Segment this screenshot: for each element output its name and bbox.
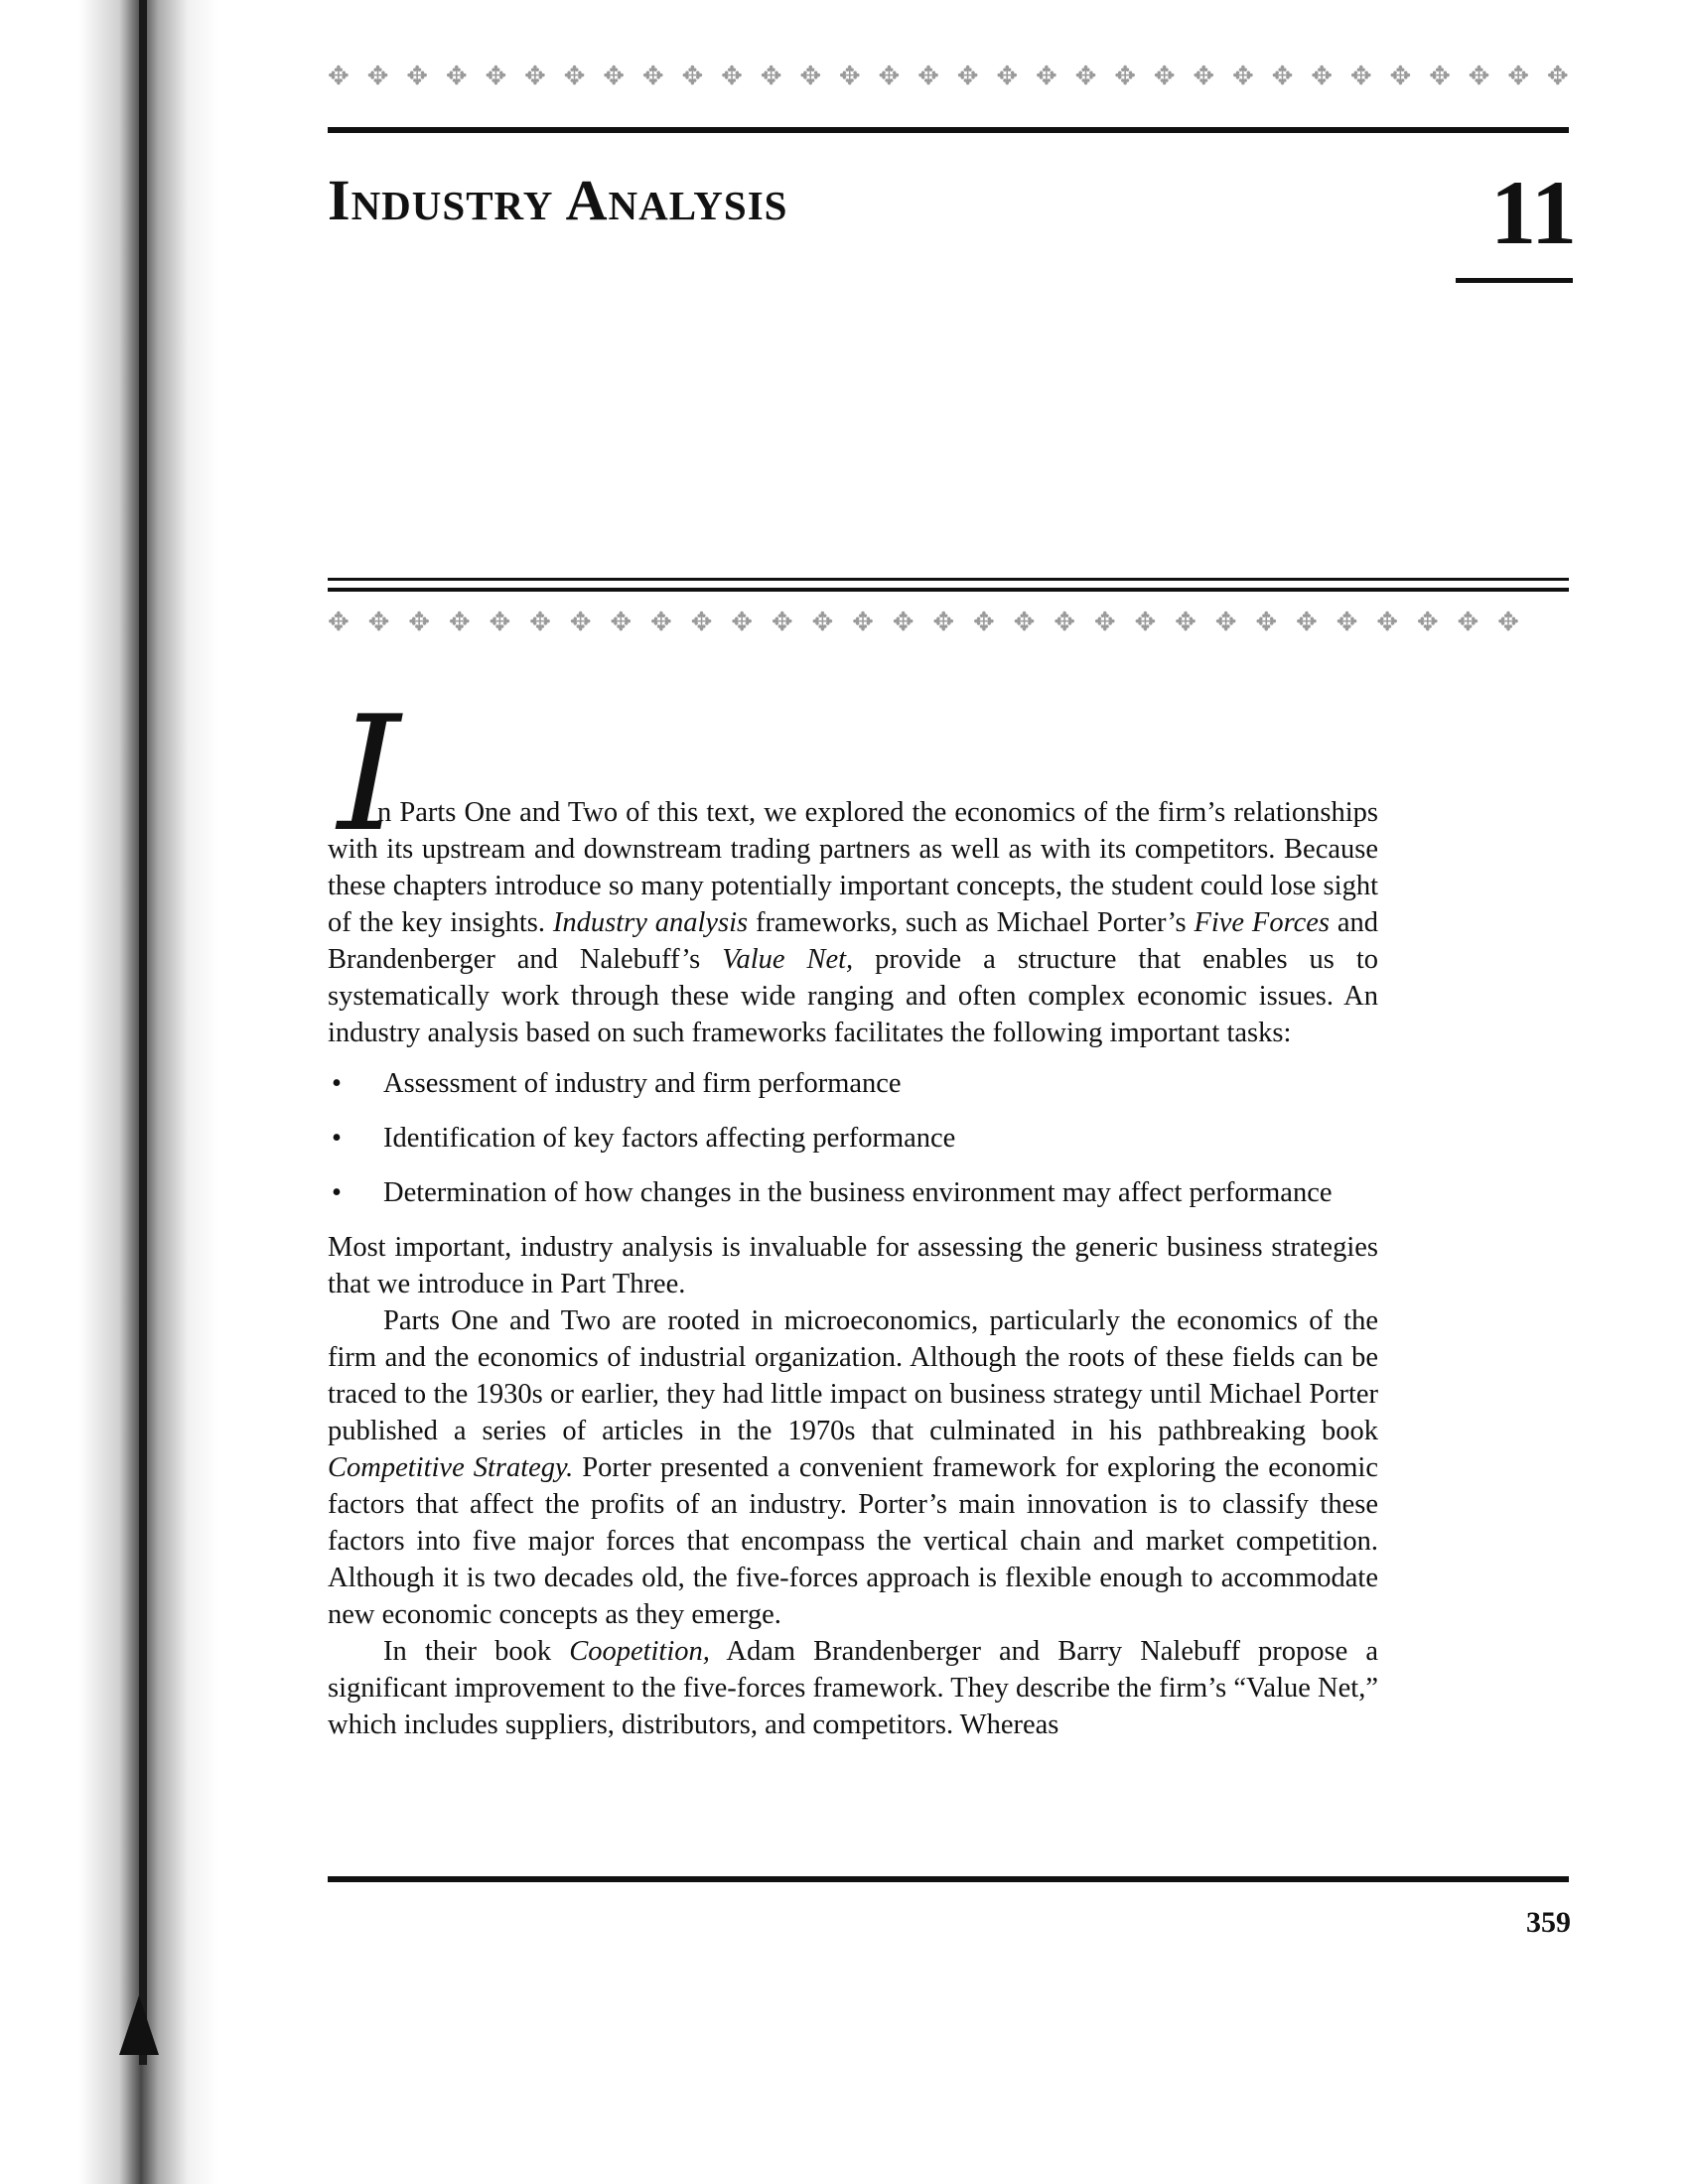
top-rule [328,127,1569,133]
task-item: • Identification of key factors affecting performance [328,1120,1378,1157]
ornament-glyph: ✥ [917,62,939,91]
binding-edge [139,0,147,2065]
ornament-glyph: ✥ [1416,608,1439,637]
ornament-glyph: ✥ [760,62,782,91]
coopetition-text-b: Adam Brandenberger and Barry Nalebuff propose a significant improvement to the five-forces framework. They describe the firm’s “Value Net,” which includes suppliers, distributors, and competitors. Whereas [328,1636,1378,1740]
section-rule-bottom [328,588,1569,592]
book-competitive-strategy: Competitive Strategy. [328,1452,574,1483]
section-rule-top [328,578,1569,581]
ornament-glyph: ✥ [956,62,979,91]
term-five-forces: Five Forces [1194,907,1330,938]
ornament-glyph: ✥ [328,608,350,637]
ornament-glyph: ✥ [650,608,672,637]
ornament-glyph: ✥ [1271,62,1294,91]
intro-text-c: and Brandenberger and Nalebuff’s [328,907,1378,975]
ornament-glyph: ✥ [838,62,861,91]
ornament-glyph: ✥ [932,608,955,637]
ornament-glyph: ✥ [1214,608,1237,637]
ornament-glyph: ✥ [892,608,914,637]
ornament-glyph: ✥ [366,62,389,91]
ornament-glyph: ✥ [448,608,471,637]
ornament-glyph: ✥ [1232,62,1254,91]
ornament-glyph: ✥ [1013,608,1036,637]
ornament-glyph: ✥ [1255,608,1278,637]
ornament-glyph: ✥ [1429,62,1451,91]
ornament-glyph: ✥ [1349,62,1372,91]
ornament-glyph: ✥ [1074,62,1097,91]
binding-shadow [79,0,218,2184]
chapter-title: Industry Analysis [328,168,788,232]
intro-text-d: provide a structure that enables us to systematically work through these wide ranging and often complex economic issues. An industry analysis based on such frameworks facilitates the following important tasks: [328,944,1378,1048]
task-item: • Assessment of industry and firm performance [328,1065,1378,1102]
ornament-glyph: ✥ [690,608,713,637]
ornament-glyph: ✥ [529,608,551,637]
book-coopetition: Coopetition, [569,1636,710,1667]
mid-ornament-row [328,608,1519,637]
ornament-glyph: ✥ [1376,608,1399,637]
ornament-glyph: ✥ [681,62,704,91]
ornament-glyph: ✥ [1134,608,1157,637]
ornament-glyph: ✥ [731,608,754,637]
ornament-glyph: ✥ [1153,62,1176,91]
ornament-glyph: ✥ [973,608,995,637]
ornament-glyph: ✥ [1336,608,1358,637]
porter-text-a: Parts One and Two are rooted in microeconomics, particularly the economics of the firm and the economics of industrial organization. Although the roots of these fields can be traced to the 1930s or earlier, they had little impact on business strategy until Michael Porter published a series of articles in the 1970s that culminated in his pathbreaking book [328,1305,1378,1446]
chapter-number-underline [1456,278,1573,283]
ornament-glyph: ✥ [721,62,743,91]
ornament-glyph: ✥ [524,62,546,91]
ornament-glyph: ✥ [1175,608,1196,637]
footer-rule [328,1876,1569,1882]
paragraph-coopetition [328,1633,1378,1743]
ornament-glyph: ✥ [328,62,350,91]
ornament-glyph: ✥ [1311,62,1334,91]
task-list [328,1065,1378,1211]
term-industry-analysis: Industry analysis [552,907,749,938]
ornament-glyph: ✥ [445,62,468,91]
ornament-glyph: ✥ [1054,608,1076,637]
ornament-glyph: ✥ [641,62,664,91]
ornament-glyph: ✥ [1114,62,1136,91]
ornament-glyph: ✥ [1035,62,1057,91]
ornament-glyph: ✥ [489,608,511,637]
coopetition-text-a: In their book [383,1636,570,1667]
ornament-glyph: ✥ [563,62,586,91]
ornament-glyph: ✥ [610,608,633,637]
paragraph-intro [328,794,1378,1051]
ornament-glyph: ✥ [367,608,390,637]
top-ornament-row [328,62,1569,91]
drop-cap: I [338,681,401,867]
ornament-glyph: ✥ [996,62,1019,91]
page-number: 359 [1526,1906,1571,1939]
ornament-glyph: ✥ [1296,608,1318,637]
ornament-glyph: ✥ [1193,62,1215,91]
intro-text-b: frameworks, such as Michael Porter’s [748,907,1195,938]
chapter-number: 11 [1490,162,1577,263]
task-item: • Determination of how changes in the business environment may affect performance [328,1174,1378,1211]
paragraph-porter [328,1302,1378,1633]
ornament-glyph: ✥ [569,608,592,637]
ornament-glyph: ✥ [852,608,874,637]
intro-text: n Parts One and Two of this text, we explored the economics of the firm’s relationships with its upstream and downstream trading partners as well as with its competitors. Because these chapters introduce so many potentially important concepts, the student could lose sight of the key insights. [328,797,1378,938]
ornament-glyph: ✥ [811,608,834,637]
ornament-glyph: ✥ [799,62,822,91]
porter-text-b: Porter presented a convenient framework for exploring the economic factors that affect the profits of an industry. Porter’s main innovation is to classify these factors into five major forces that encompass the vertical chain and market competition. Although it is two decades old, the five-forces approach is flexible enough to accommodate new economic concepts as they emerge. [328,1452,1378,1630]
ornament-glyph: ✥ [1497,608,1519,637]
body-text [328,794,1378,1743]
ornament-glyph: ✥ [485,62,507,91]
ornament-glyph: ✥ [406,62,429,91]
paragraph-most-important: Most important, industry analysis is invaluable for assessing the generic business strategies that we introduce in Part Three. [328,1232,1378,1299]
ornament-glyph: ✥ [1389,62,1412,91]
ornament-glyph: ✥ [408,608,431,637]
ornament-glyph: ✥ [1507,62,1530,91]
ornament-glyph: ✥ [1457,608,1479,637]
term-value-net: Value Net, [722,944,854,975]
ornament-glyph: ✥ [1093,608,1116,637]
ornament-glyph: ✥ [771,608,793,637]
ornament-glyph: ✥ [603,62,626,91]
ornament-glyph: ✥ [1546,62,1569,91]
ornament-glyph: ✥ [1468,62,1490,91]
ornament-glyph: ✥ [878,62,901,91]
